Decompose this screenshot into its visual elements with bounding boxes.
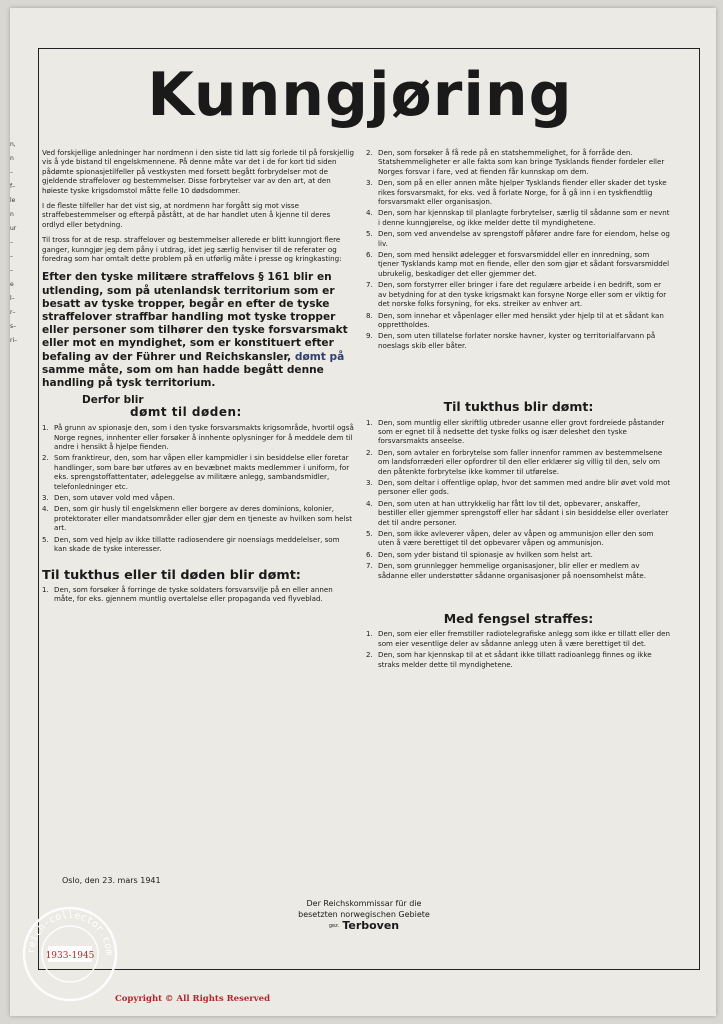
- edge-fragment: –: [10, 253, 13, 260]
- tukthus-item: [366, 499, 671, 527]
- item-text: Den, som grunnlegger hemmelige organisasjoner, blir eller er medlem av sådanne eller understøtter sådanne organisasjoner på noensomhelst måte.: [378, 561, 647, 580]
- issuer-line-1: Der Reichskommissar für die: [306, 899, 422, 908]
- copyright-notice: Copyright © All Rights Reserved: [115, 994, 271, 1004]
- item-text: Den, som gir husly til engelskmenn eller borgere av deres dominions, kolonier, protektorater eller mandatsområder eller gjør dem en tjeneste av hvilken som helst art.: [54, 504, 352, 533]
- law-statement-text: Efter den tyske militære straffelovs § 161 blir en utlending, som på utenlandsk territorium som er besatt av tyske tropper, begår en efter de tyske straffelover straffbar handling mot tyske tropper eller personer som tilhører den tyske forsvarsmakt eller mot en myndighet, som er konstituert efter befaling av der Führer und Reichskansler,: [42, 271, 348, 363]
- intro-paragraph-2: I de fleste tilfeller har det vist sig, at nordmenn har forgått sig mot visse straffebestemmelser og efterpå påstått, at de har handlet uten å kjenne til deres ordlyd eller betydning.: [42, 201, 331, 229]
- item-number: 3.: [366, 477, 373, 487]
- tukthus-doden-item: [42, 585, 354, 604]
- law-statement-tail: samme måte, som om han hadde begått denne handling på tysk territorium.: [42, 363, 324, 390]
- death-item: [366, 208, 671, 227]
- stamp-text: reich-collector.com: [25, 909, 115, 956]
- item-number: 5.: [366, 229, 373, 239]
- item-text: Den, som med hensikt ødelegger et forsvarsmiddel eller en innredning, som tjener Tysklands kamp mot en fiende, eller den som gjør et sådant forsvarsmiddel ubrukelig, beskadiger det eller gjemmer det.: [378, 250, 670, 278]
- item-number: 6.: [366, 250, 373, 260]
- tukthus-doden-list: [42, 585, 354, 604]
- edge-fragment: ri–: [10, 337, 18, 344]
- item-number: 3.: [366, 178, 373, 188]
- item-number: 2.: [366, 148, 373, 157]
- fengsel-heading: Med fengsel straffes:: [443, 611, 594, 627]
- item-number: 5.: [42, 534, 49, 544]
- item-text: Den, som ikke avleverer våpen, deler av våpen og ammunisjon eller den som uten å være berettiget til det opbevarer våpen og ammunisjon.: [378, 529, 654, 548]
- edge-fragment: n,: [10, 141, 16, 148]
- death-item: [366, 148, 671, 176]
- edge-fragment: ur: [10, 225, 17, 232]
- item-number: 8.: [366, 310, 373, 320]
- death-item: [366, 311, 671, 330]
- item-number: 1.: [42, 423, 49, 433]
- tukthus-item: [366, 478, 671, 497]
- item-number: 6.: [366, 549, 373, 559]
- item-text: Den, som forstyrrer eller bringer i fare det regulære arbeide i en bedrift, som er av betydning for at den tyske krigsmakt kan forsyne Norge eller som er viktig for det norske folks forsyning, for eks. streiker av enhver art.: [378, 280, 667, 309]
- signature-block: [254, 898, 474, 932]
- law-statement-highlight: dømt på: [294, 350, 345, 363]
- edge-fragment: s–: [10, 323, 17, 330]
- collector-stamp-icon: [20, 904, 120, 1004]
- item-number: 4.: [366, 498, 373, 508]
- item-number: 2.: [42, 453, 49, 463]
- poster-title: Kunngjøring: [147, 60, 573, 130]
- item-text: Den, som avtaler en forbrytelse som faller innenfor rammen av bestemmelsene om landsforræderi eller opfordrer til den eller erklærer sig villig til den, selv om den påtenkte forbrytelse ikke kommer til utførelse.: [378, 447, 663, 476]
- edge-fragment: f–: [10, 183, 16, 190]
- right-column: [366, 148, 671, 675]
- death-list-continued: [366, 148, 671, 350]
- item-text: Den, som uten at han uttrykkelig har fått lov til det, opbevarer, anskaffer, bestiller eller gjemmer sprengstoff eller har sådant i sin besiddelse eller overlater det til andre personer.: [378, 498, 669, 527]
- item-text: Den, som innehar et våpenlager eller med hensikt yder hjelp til at et sådant kan opprettholdes.: [378, 310, 664, 329]
- gez-label: gez.: [328, 923, 340, 929]
- tukthus-item: [366, 550, 671, 559]
- fengsel-item: [366, 629, 671, 648]
- death-item: [42, 535, 354, 554]
- item-text: Den, som ved anvendelse av sprengstoff påfører andre fare for eiendom, helse og liv.: [378, 229, 670, 248]
- item-text: Som franktireur, den, som har våpen eller kampmidler i sin besiddelse eller foretar handlinger, som bare bør utføres av en bevæbnet makts medlemmer i uniform, for eks. sprengstoffattentater, ødeleggelse av militære anlegg, sambandsmidler, telefonledninger etc.: [54, 453, 350, 491]
- item-text: Den, som har kjennskap til at et sådant ikke tillatt radioanlegg finnes og ikke straks melder dette til myndighetene.: [378, 650, 652, 669]
- death-item: [366, 229, 671, 248]
- death-list: [42, 423, 354, 553]
- tukthus-item: [366, 561, 671, 580]
- death-item: [366, 331, 671, 350]
- item-text: Den, som uten tillatelse forlater norske havner, kyster og territorialfarvann på noeslags skib eller båter.: [378, 331, 656, 350]
- stamp-years: 1933-1945: [45, 951, 95, 961]
- tukthus-list: [366, 418, 671, 581]
- item-text: Den, som ved hjelp av ikke tillatte radiosendere gir noensiags meddelelser, som kan skade de tyske interesser.: [54, 534, 340, 553]
- tukthus-heading: Til tukthus blir dømt:: [443, 399, 594, 415]
- left-edge-strip: [10, 138, 22, 578]
- item-number: 4.: [42, 504, 49, 514]
- item-text: Den, som forsøker å få rede på en statshemmelighet, for å forråde den. Statshemmeligheter er alle fakta som kan bringe Tysklands fiender fordeler eller Norges forsvar i fare, ved at fienden får kunnskap om dem.: [378, 148, 665, 176]
- issue-date: Oslo, den 23. mars 1941: [62, 876, 161, 885]
- death-item: [42, 504, 354, 532]
- item-text: Den, som forsøker å forringe de tyske soldaters forsvarsvilje på en eller annen måte, for eks. gjennem muntlig overtalelse eller propaganda ved flyveblad.: [54, 584, 333, 604]
- tukthus-item: [366, 418, 671, 446]
- edge-fragment: n: [10, 155, 14, 162]
- death-item: [42, 493, 354, 502]
- edge-fragment: r–: [10, 309, 16, 316]
- item-number: 1.: [366, 417, 373, 427]
- edge-fragment: –: [10, 239, 13, 246]
- item-number: 4.: [366, 208, 373, 218]
- item-number: 1.: [366, 629, 373, 639]
- item-number: 2.: [366, 447, 373, 457]
- tukthus-item: [366, 448, 671, 476]
- death-item: [366, 250, 671, 278]
- tukthus-item: [366, 529, 671, 548]
- death-item: [42, 453, 354, 491]
- intro-paragraph-1: Ved forskjellige anledninger har nordmenn i den siste tid latt sig forlede til på forskjellig vis å yde bistand til engelskmennene. På denne måte var det i de for kort tid siden pådømte spionasjetilfeller på vestkysten med forsett begått forbrydelser mot de gjeldende straffelover og bestemmelser. Disse forbrytelser var av den art, at den høieste tyske krigsdomstol måtte felle 10 dødsdommer.: [42, 148, 354, 195]
- issuer-line-2: besetzten norwegischen Gebiete: [298, 910, 430, 919]
- death-item: [366, 178, 671, 206]
- tukthus-doden-heading: Til tukthus eller til døden blir dømt:: [42, 568, 301, 584]
- edge-fragment: n: [10, 211, 14, 218]
- item-text: Den, som deltar i offentlige opløp, hvor det sammen med andre blir øvet vold mot personer eller gods.: [378, 477, 671, 497]
- item-number: 7.: [366, 561, 373, 571]
- item-number: 2.: [366, 650, 373, 660]
- intro-paragraph-3: Til tross for at de resp. straffelover og bestemmelser allerede er blitt kunngjort flere ganger, kunngjør jeg dem påny i utdrag, idet jeg særlig henviser til de referater og foredrag som har omtalt dette problem på en utførlig måte i presse og kringkasting:: [42, 235, 342, 264]
- death-heading: dømt til døden:: [130, 404, 242, 419]
- item-text: Den, som eier eller fremstiller radiotelegrafiske anlegg som ikke er tillatt eller den som eier vesentlige deler av sådanne anlegg uten å være berettiget til det.: [378, 629, 670, 648]
- edge-fragment: l–: [10, 295, 15, 302]
- item-text: Den, som yder bistand til spionasje av hvilken som helst art.: [378, 549, 593, 559]
- law-statement: [42, 271, 354, 390]
- item-text: Den, som muntlig eller skriftlig utbreder usanne eller grovt fordreiede påstander som er egnet til å nedsette det tyske folks og især deleshet den tyske forsvarsmakts anseelse.: [378, 417, 665, 446]
- death-item: [366, 280, 671, 308]
- item-text: Den, som har kjennskap til planlagte forbrytelser, særlig til sådanne som er nevnt i denne kunngjørelse, og ikke melder dette til myndighetene.: [378, 208, 670, 227]
- edge-fragment: –: [10, 267, 13, 274]
- edge-fragment: e: [10, 281, 14, 288]
- signer-name: Terboven: [342, 919, 400, 932]
- edge-fragment: le: [10, 197, 16, 204]
- left-column: [42, 148, 354, 610]
- item-text: På grunn av spionasje den, som i den tyske forsvarsmakts krigsområde, hvortil også Norge regnes, innhenter eller forsøker å innhente oplysninger for å meddele dem til andre i hensikt å hjelpe fienden.: [54, 423, 354, 451]
- derfor-label: Derfor blir: [82, 394, 144, 407]
- item-number: 1.: [42, 584, 49, 594]
- fengsel-list: [366, 629, 671, 669]
- fengsel-item: [366, 650, 671, 669]
- edge-fragment: –: [10, 169, 13, 176]
- item-number: 5.: [366, 529, 373, 538]
- item-text: Den, som utøver vold med våpen.: [54, 492, 175, 502]
- death-item: [42, 423, 354, 451]
- item-text: Den, som på en eller annen måte hjelper Tysklands fiender eller skader det tyske rikes forsvarsmakt, for eks. ved å forlate Norge, for å gå inn i en tyskfiendtlig forsvarsmakt eller organisasjon.: [378, 178, 667, 207]
- item-number: 7.: [366, 280, 373, 290]
- item-number: 3.: [42, 492, 49, 502]
- item-number: 9.: [366, 331, 373, 341]
